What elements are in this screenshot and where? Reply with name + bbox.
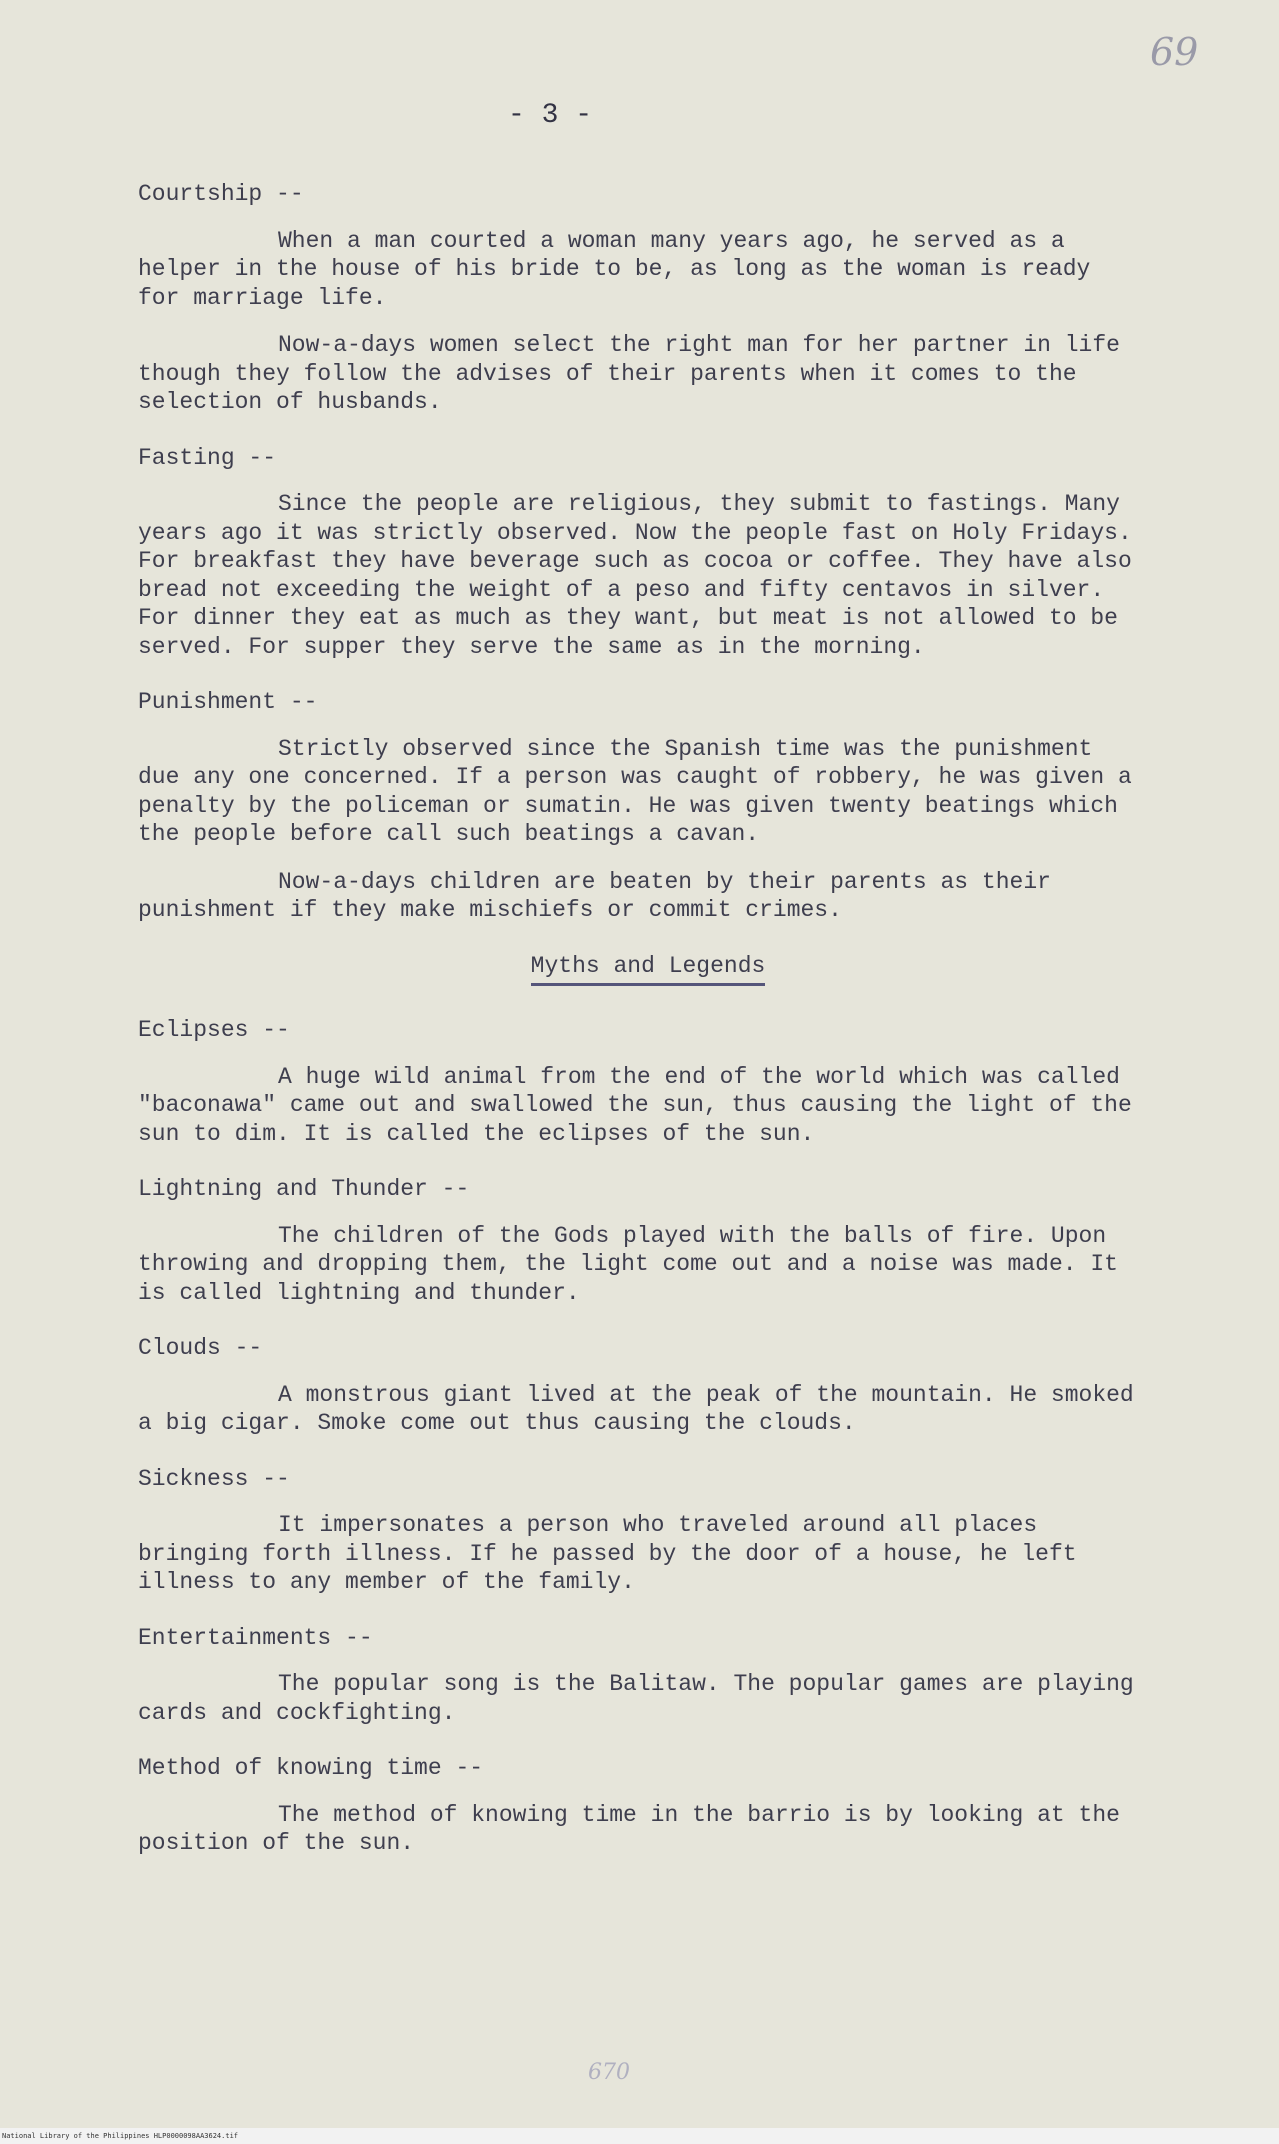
document-section	[138, 1334, 1138, 1438]
page-number: - 3 -	[507, 100, 592, 131]
section-heading: Fasting --	[138, 444, 277, 471]
paragraph: The children of the Gods played with the balls of fire. Upon throwing and dropping them, the light come out and a noise was made. It is called lightning and thunder.	[138, 1222, 1118, 1306]
section-heading: Method of knowing time --	[138, 1755, 484, 1781]
document-section	[138, 688, 1138, 925]
section-heading: Entertainments --	[138, 1624, 373, 1651]
archive-footer: National Library of the Philippines HLP0000098AA3624.tif	[0, 2128, 1279, 2144]
handwritten-page-number: 69	[1150, 30, 1199, 74]
paragraph: Now-a-days children are beaten by their parents as their punishment if they make mischiefs or commit crimes.	[138, 868, 1051, 923]
sections-before	[138, 180, 1138, 925]
document-section	[138, 1175, 1138, 1307]
document-section	[138, 180, 1138, 417]
section-heading: Punishment --	[138, 689, 318, 715]
sections-after	[138, 1016, 1138, 1858]
myths-legends-title: Myths and Legends	[531, 952, 766, 987]
document-section	[138, 1754, 1138, 1858]
document-section	[138, 1624, 1138, 1728]
paragraph: Strictly observed since the Spanish time was the punishment due any one concerned. If a person was caught of robbery, he was given a penalty by the policeman or sumatin. He was given twenty beatings which the people before call such beatings a cavan.	[138, 735, 1132, 847]
section-heading: Courtship --	[138, 181, 304, 207]
section-title	[138, 952, 1138, 987]
paragraph: A monstrous giant lived at the peak of the mountain. He smoked a big cigar. Smoke come out thus causing the clouds.	[138, 1381, 1134, 1436]
section-heading: Lightning and Thunder --	[138, 1176, 470, 1202]
document-section	[138, 1465, 1138, 1597]
paragraph: It impersonates a person who traveled around all places bringing forth illness. If he passed by the door of a house, he left illness to any member of the family.	[138, 1512, 1077, 1595]
handwritten-bottom-mark: 670	[588, 2060, 630, 2085]
section-heading: Eclipses --	[138, 1017, 290, 1043]
section-heading: Clouds --	[138, 1335, 263, 1361]
paragraph: When a man courted a woman many years ago, he served as a helper in the house of his bride to be, as long as the woman is ready for marriage life.	[138, 227, 1091, 311]
document-section	[138, 444, 1138, 662]
paragraph: The popular song is the Balitaw. The popular games are playing cards and cockfighting.	[138, 1671, 1134, 1726]
document-section	[138, 1016, 1138, 1148]
paragraph: Now-a-days women select the right man for her partner in life though they follow the advises of their parents when it comes to the selection of husbands.	[138, 332, 1120, 415]
document-body	[138, 180, 1138, 1885]
section-heading: Sickness --	[138, 1465, 290, 1492]
paragraph: Since the people are religious, they submit to fastings. Many years ago it was strictly observed. Now the people fast on Holy Fridays. For breakfast they have beverage such as cocoa or coffee. They have also bread not exceeding the weight of a peso and fifty centavos in silver. For dinner they eat as much as they want, but meat is not allowed to be served. For supper they serve the same as in the morning.	[138, 491, 1132, 660]
paragraph: A huge wild animal from the end of the world which was called "baconawa" came out and swallowed the sun, thus causing the light of the sun to dim. It is called the eclipses of the sun.	[138, 1063, 1132, 1147]
paragraph: The method of knowing time in the barrio is by looking at the position of the sun.	[138, 1801, 1120, 1856]
